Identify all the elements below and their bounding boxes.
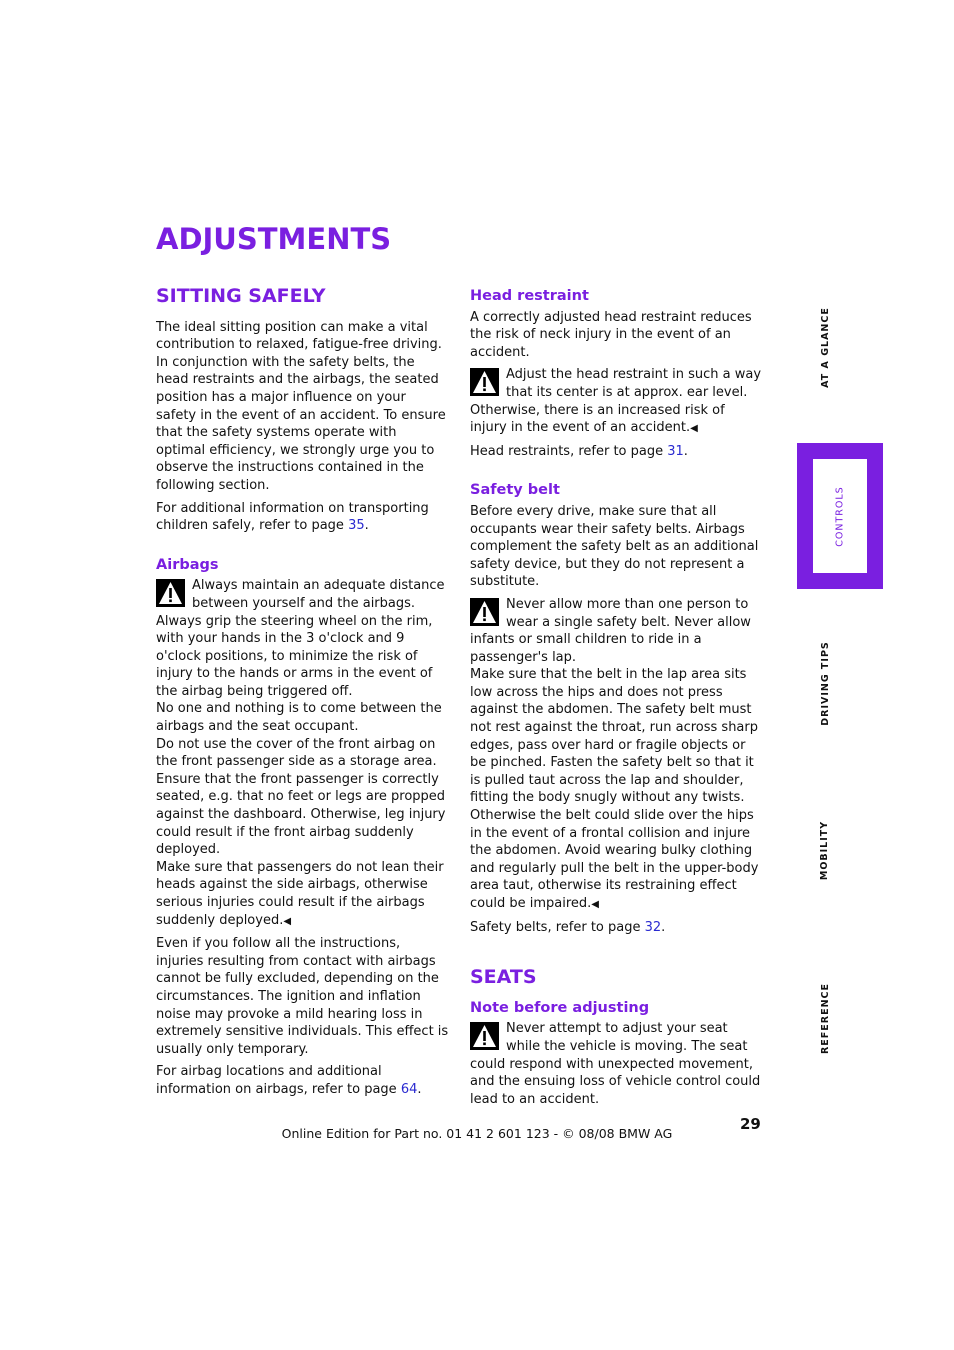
- airbags-warning-line-1: Always maintain an adequate distance between yourself and the airbags. Always grip the steering wheel on the rim, with your hands in the 3 o'clock and 9 o'clock positions, to minimize the risk of injury to the hands or arms in the event of the airbag being triggered off.: [156, 578, 445, 699]
- section-title-sitting-safely: SITTING SAFELY: [156, 285, 326, 307]
- airbags-warning-line-2: No one and nothing is to come between the airbags and the seat occupant.: [156, 701, 442, 735]
- end-triangle-icon: ◀: [591, 899, 599, 910]
- transport-reference: For additional information on transporting children safely, refer to page 35.: [156, 500, 429, 534]
- sidebar-tab-label: MOBILITY: [819, 820, 831, 880]
- warning-triangle-icon: [156, 579, 185, 607]
- intro-paragraph: The ideal sitting position can make a vital contribution to relaxed, fatigue-free driving. In conjunction with the safety belts, the head restraints and the airbags, the seated position has a major influence on your safety in the event of an accident. To ensure that the safety systems operate with optimal efficiency, we strongly urge you to observe the instructions contained in the following section.: [156, 319, 446, 493]
- note-warning: [470, 1020, 763, 1108]
- page-link-35[interactable]: 35: [348, 518, 365, 534]
- warning-triangle-icon: [470, 598, 499, 626]
- sidebar-tab-mobility[interactable]: [805, 800, 845, 900]
- left-column: [156, 285, 449, 1104]
- airbag-locations-reference: For airbag locations and additional information on airbags, refer to page 64.: [156, 1064, 422, 1097]
- end-triangle-icon: ◀: [690, 423, 698, 435]
- injury-paragraph: Even if you follow all the instructions, injuries resulting from contact with airbags cannot be fully excluded, depending on the circumstances. The ignition and inflation noise may provoke a mild hearing loss in extremely sensitive individuals. This effect is usually only temporary.: [156, 936, 449, 1057]
- airbags-warning-line-4: Make sure that passengers do not lean their heads against the side airbags, otherwise serious injuries could result if the airbags suddenly deployed.◀: [156, 859, 444, 928]
- page-link-31[interactable]: 31: [667, 443, 684, 459]
- head-restraint-reference: Head restraints, refer to page 31.: [470, 443, 688, 459]
- sidebar-tab-label: DRIVING TIPS: [819, 640, 831, 726]
- end-triangle-icon: ◀: [283, 915, 292, 927]
- sidebar-tab-label: AT A GLANCE: [819, 307, 831, 388]
- safety-belt-text: Before every drive, make sure that all occupants wear their safety belts. Airbags complement the safety belt as an additional safety device, but they do not represent a substitute.: [470, 503, 759, 590]
- safety-belt-warning: [470, 596, 763, 914]
- chapter-title: ADJUSTMENTS: [156, 222, 392, 256]
- safety-belt-reference: Safety belts, refer to page 32.: [470, 919, 666, 935]
- note-warning-text: Never attempt to adjust your seat while the vehicle is moving. The seat could respond with unexpected movement, and the ensuing loss of vehicle control could lead to an accident.: [470, 1021, 761, 1107]
- head-restraint-text: A correctly adjusted head restraint reduces the risk of neck injury in the event of an accident.: [470, 309, 752, 360]
- warning-triangle-icon: [470, 1022, 499, 1050]
- footer-edition-text: Online Edition for Part no. 01 41 2 601 123 - © 08/08 BMW AG: [281, 1126, 673, 1141]
- right-column: [470, 288, 763, 1113]
- sidebar-tab-label: CONTROLS: [834, 485, 846, 547]
- safety-belt-warning-line-1: Never allow more than one person to wear a single safety belt. Never allow infants or small children to ride in a passenger's lap.: [470, 596, 751, 665]
- airbags-warning: [156, 577, 449, 930]
- note-before-adjusting-heading: Note before adjusting: [470, 999, 650, 1016]
- page-link-64[interactable]: 64: [400, 1081, 418, 1097]
- head-restraint-warning-text: Adjust the head restraint in such a way that its center is at approx. ear level. Otherwise, there is an increased risk of injury in the event of an accident.◀: [470, 367, 762, 436]
- airbags-warning-line-3: Do not use the cover of the front airbag on the front passenger side as a storage area. Ensure that the front passenger is correctly seated, e.g. that no feet or legs are propped against the dashboard. Otherwise, leg injury could result if the front airbag suddenly deployed.: [156, 736, 446, 858]
- sidebar-tab-at-a-glance[interactable]: [805, 295, 845, 400]
- head-restraint-heading: Head restraint: [470, 288, 589, 304]
- safety-belt-warning-line-2: Make sure that the belt in the lap area sits low across the hips and does not press against the abdomen. The safety belt must not rest against the throat, run across sharp edges, pass over hard or fragile objects or be pinched. Fasten the safety belt so that it is pulled taut across the lap and shoulder, fitting the body snugly without any twists. Otherwise the belt could slide over the hips in the event of a frontal collision and injure the abdomen. Avoid wearing bulky clothing and regularly pull the belt in the upper-body area taut, otherwise its restraining effect could be impaired.◀: [470, 667, 759, 911]
- page-link-32[interactable]: 32: [644, 919, 662, 935]
- sidebar-tab-driving-tips[interactable]: [805, 628, 845, 738]
- page-number: 29: [740, 1115, 761, 1133]
- sidebar-tab-reference[interactable]: [805, 968, 845, 1068]
- safety-belt-heading: Safety belt: [470, 482, 560, 499]
- sidebar-tab-label: REFERENCE: [819, 982, 831, 1054]
- airbags-heading: Airbags: [156, 556, 219, 573]
- head-restraint-warning: [470, 366, 763, 437]
- warning-triangle-icon: [470, 368, 499, 396]
- section-title-seats: SEATS: [470, 966, 537, 989]
- sidebar-tab-controls[interactable]: [813, 459, 867, 573]
